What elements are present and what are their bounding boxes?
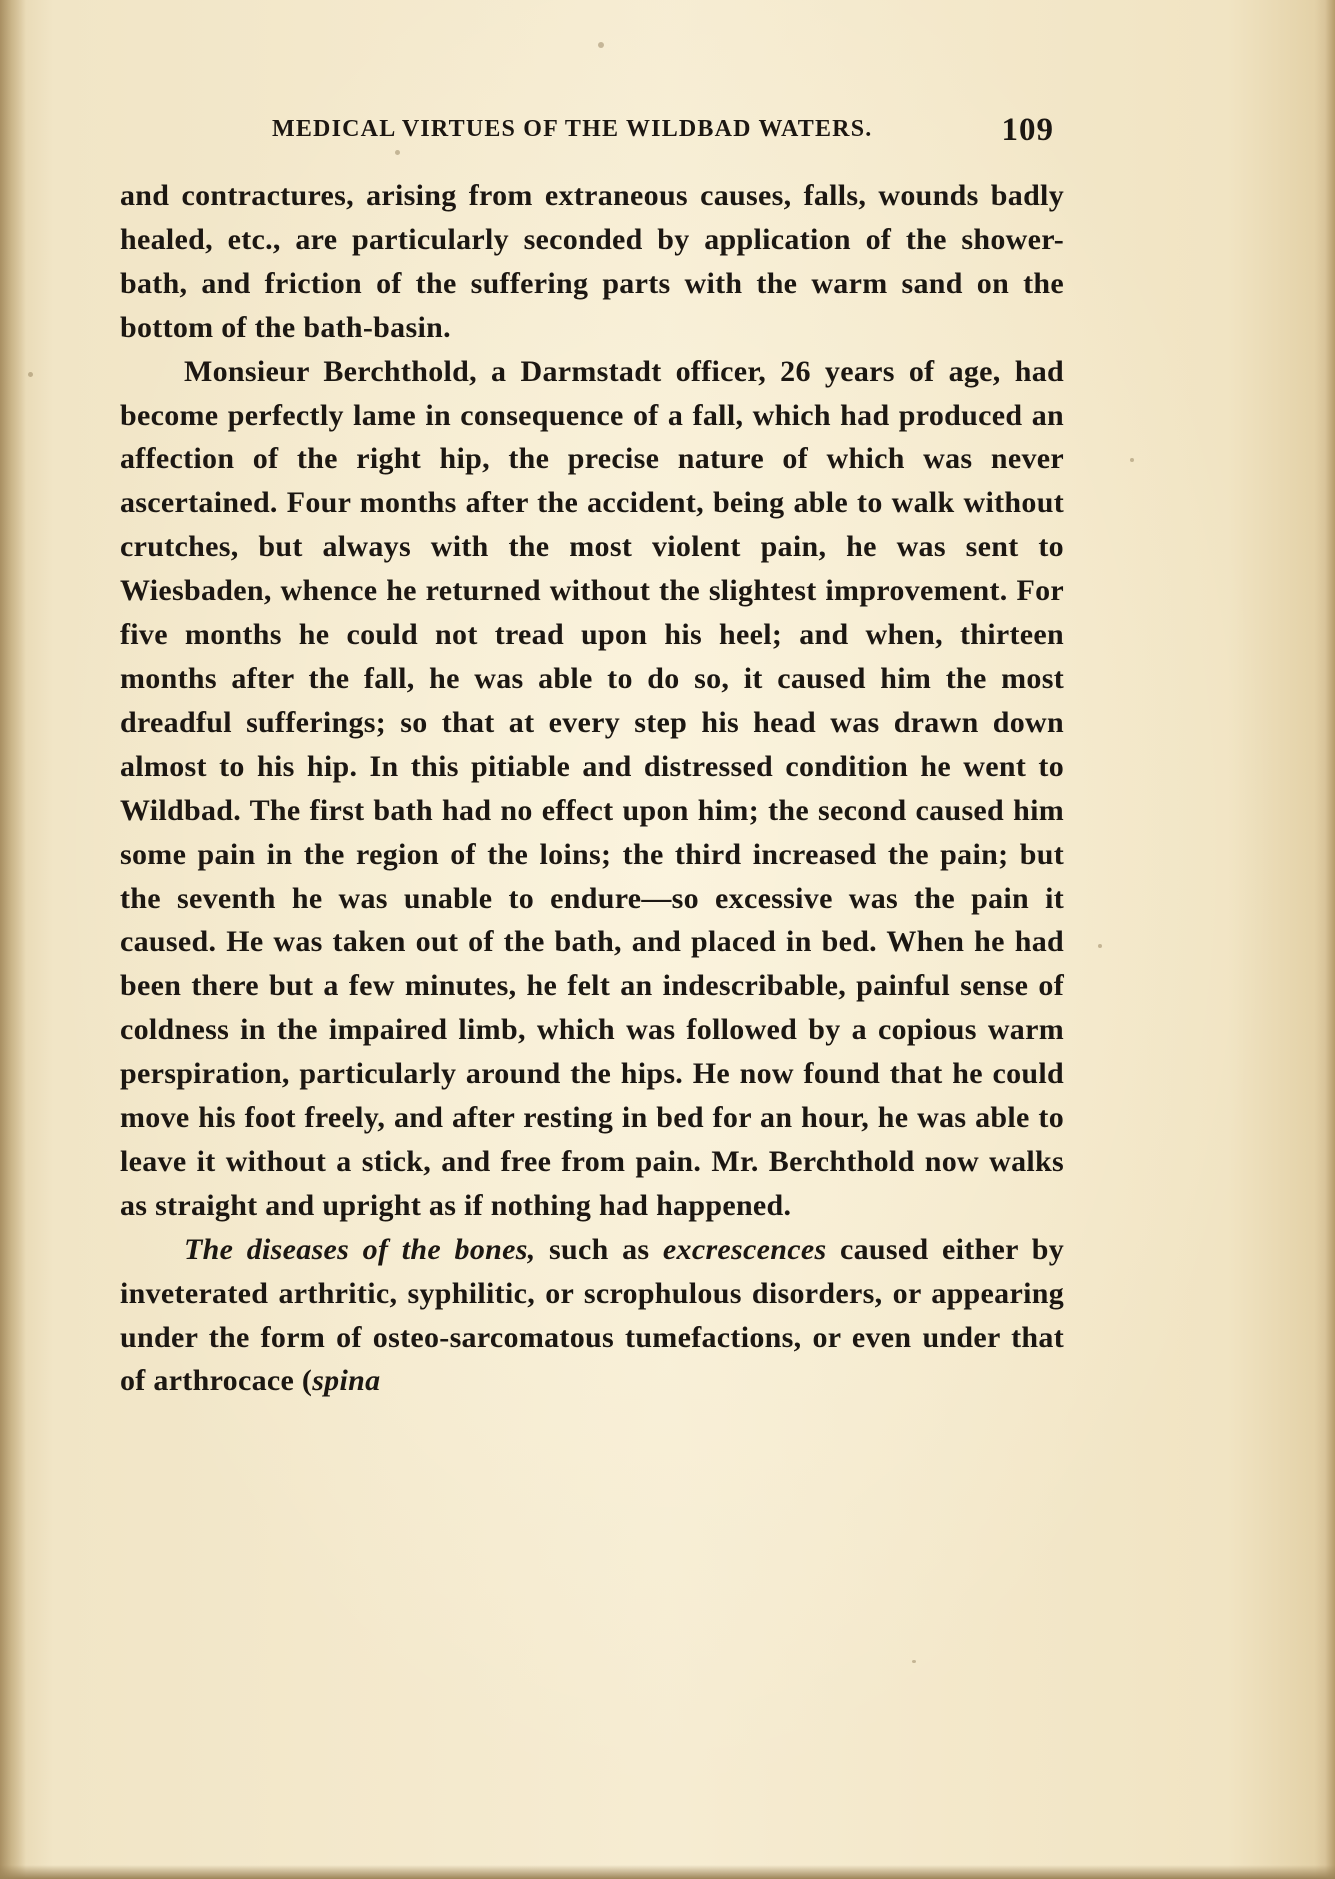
body-text — [120, 174, 1064, 1403]
paragraph-2: Monsieur Berchthold, a Darmstadt officer, 26 years of age, had become perfectly lame in consequence of a fall, which had produced an affection of the right hip, the precise nature of which was never ascertained. Four months after the accident, being able to walk without crutches, but always with the most violent pain, he was sent to Wiesbaden, whence he returned without the slightest improvement. For five months he could not tread upon his heel; and when, thirteen months after the fall, he was able to do so, it caused him the most dreadful sufferings; so that at every step his head was drawn down almost to his hip. In this pitiable and distressed condition he went to Wildbad. The first bath had no effect upon him; the second caused him some pain in the region of the loins; the third increased the pain; but the seventh he was unable to endure—so excessive was the pain it caused. He was taken out of the bath, and placed in bed. When he had been there but a few minutes, he felt an indescribable, painful sense of coldness in the impaired limb, which was followed by a copious warm perspiration, particularly around the hips. He now found that he could move his foot freely, and after resting in bed for an hour, he was able to leave it without a stick, and free from pain. Mr. Berchthold now walks as straight and upright as if nothing had happened. — [120, 354, 1064, 1222]
page-bottom-edge — [0, 1865, 1335, 1879]
paragraph-3-italic-mid: excrescences — [662, 1232, 827, 1266]
running-head — [272, 112, 1054, 152]
page-number: 109 — [1001, 112, 1054, 148]
page-left-edge — [0, 0, 26, 1879]
paragraph-1: and contractures, arising from extraneous causes, falls, wounds badly healed, etc., are particularly seconded by application of the shower-bath, and friction of the suffering parts with the warm sand on the bottom of the bath-basin. — [120, 179, 1064, 344]
ink-speck — [912, 1660, 916, 1663]
paragraph-3-italic-lead: The diseases of the bones, — [184, 1232, 536, 1266]
ink-speck — [1130, 458, 1134, 462]
ink-speck — [598, 42, 604, 48]
paragraph-3-text-b: caused either by inveterated arthritic, syphilitic, or scrophulous disorders, or appearing under the form of osteo-sarcomatous tumefactions, or even under that of arthrocace ( — [120, 1232, 1064, 1398]
paragraph-3 — [120, 1228, 1064, 1404]
page-right-edge — [1315, 0, 1335, 1879]
ink-speck — [28, 372, 33, 377]
running-title: MEDICAL VIRTUES OF THE WILDBAD WATERS. — [272, 116, 873, 142]
paragraph-3-text-a: such as — [535, 1232, 663, 1266]
ink-speck — [1098, 944, 1102, 948]
paragraph-3-italic-tail: spina — [312, 1364, 381, 1398]
